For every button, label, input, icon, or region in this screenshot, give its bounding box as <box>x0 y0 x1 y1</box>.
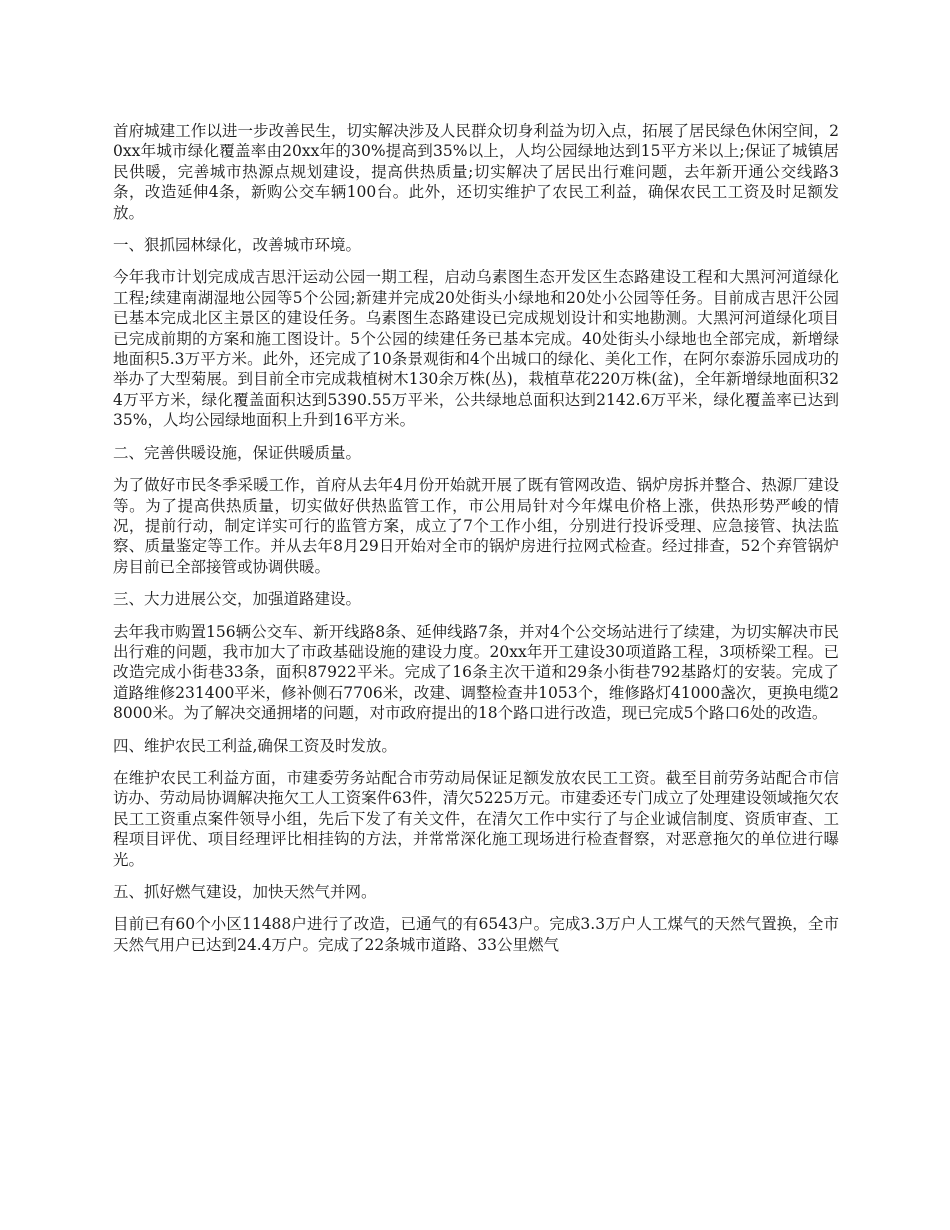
greening-paragraph: 今年我市计划完成成吉思汗运动公园一期工程，启动乌素图生态开发区生态路建设工程和大黑河河道绿化工程;续建南湖湿地公园等5个公园;新建并完成20处街头小绿地和20处小公园等任务。目前成吉思汗公园已基本完成北区主景区的建设任务。乌素图生态路建设已完成规划设计和实地勘测。大黑河河道绿化项目已完成前期的方案和施工图设计。5个公园的续建任务已基本完成。40处街头小绿地也全部完成，新增绿地面积5.3万平方米。此外，还完成了10条景观街和4个出城口的绿化、美化工作，在阿尔泰游乐园成功的举办了大型菊展。到目前全市完成栽植树木130余万株(丛)，栽植草花220万株(盆)，全年新增绿地面积324万平方米，绿化覆盖面积达到5390.55万平米，公共绿地总面积达到2142.6万平米，绿化覆盖率已达到35%，人均公园绿地面积上升到16平方米。 <box>113 268 839 430</box>
section-heading-greening: 一、狠抓园林绿化，改善城市环境。 <box>113 236 362 255</box>
intro-paragraph: 首府城建工作以进一步改善民生，切实解决涉及人民群众切身利益为切入点，拓展了居民绿色休闲空间，20xx年城市绿化覆盖率由20xx年的30%提高到35%以上，人均公园绿地达到15平方米以上;保证了城镇居民供暖，完善城市热源点规划建设，提高供热质量;切实解决了居民出行难问题，去年新开通公交线路3条，改造延伸4条，新购公交车辆100台。此外，还切实维护了农民工利益，确保农民工工资及时足额发放。 <box>113 122 839 222</box>
section-heading-wages: 四、维护农民工利益,确保工资及时发放。 <box>113 736 397 755</box>
section-heading-gas: 五、抓好燃气建设，加快天然气并网。 <box>113 883 377 901</box>
section-heading-transit: 三、大力进展公交，加强道路建设。 <box>113 590 362 609</box>
heating-paragraph: 为了做好市民冬季采暖工作，首府从去年4月份开始就开展了既有管网改造、锅炉房拆并整合、热源厂建设等。为了提高供热质量，切实做好供热监管工作，市公用局针对今年煤电价格上涨，供热形势严峻的情况，提前行动，制定详实可行的监管方案，成立了7个工作小组，分别进行投诉受理、应急接管、执法监察、质量鉴定等工作。并从去年8月29日开始对全市的锅炉房进行拉网式检查。经过排查，52个弃管锅炉房目前已全部接管或协调供暖。 <box>113 476 839 576</box>
wages-paragraph: 在维护农民工利益方面，市建委劳务站配合市劳动局保证足额发放农民工工资。截至目前劳务站配合市信访办、劳动局协调解决拖欠工人工资案件63件，清欠5225万元。市建委还专门成立了处理建设领域拖欠农民工工资重点案件领导小组，先后下发了有关文件，在清欠工作中实行了与企业诚信制度、资质审查、工程项目评优、项目经理评比相挂钩的方法，并常常深化施工现场进行检查督察，对恶意拖欠的单位进行曝光。 <box>113 768 839 869</box>
transit-paragraph: 去年我市购置156辆公交车、新开线路8条、延伸线路7条，并对4个公交场站进行了续建，为切实解决市民出行难的问题，我市加大了市政基础设施的建设力度。20xx年开工建设30项道路工程，3项桥梁工程。已改造完成小街巷33条，面积87922平米。完成了16条主次干道和29条小街巷792基路灯的安装。完成了道路维修231400平米，修补侧石7706米，改建、调整检查井1053个，维修路灯41000盏次，更换电缆28000米。为了解决交通拥堵的问题，对市政府提出的18个路口进行改造，现已完成5个路口6处的改造。 <box>113 622 839 723</box>
gas-paragraph: 目前已有60个小区11488户进行了改造，已通气的有6543户。完成3.3万户人工煤气的天然气置换，全市天然气用户已达到24.4万户。完成了22条城市道路、33公里燃气 <box>113 915 839 954</box>
document-body <box>113 121 839 967</box>
section-heading-heating: 二、完善供暖设施，保证供暖质量。 <box>113 443 362 462</box>
